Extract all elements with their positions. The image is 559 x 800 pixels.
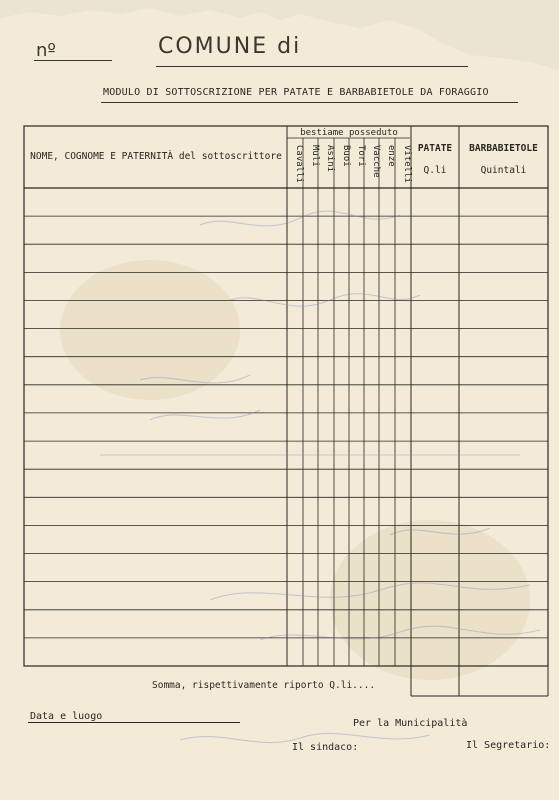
livestock-column-header: Vitelli — [402, 145, 412, 183]
patate-unit: Q.li — [423, 165, 447, 176]
livestock-column-header: Vacche — [371, 145, 381, 178]
livestock-column-header: enze — [386, 145, 396, 167]
form-title: MODULO DI SOTTOSCRIZIONE PER PATATE E BARBABIETOLE DA FORAGGIO — [103, 87, 489, 98]
data-luogo-line — [28, 722, 240, 723]
livestock-column-header: Buoi — [341, 145, 351, 167]
livestock-column-header: Muli — [310, 145, 320, 167]
segretario-label: Il Segretario: — [466, 740, 551, 751]
patate-label: PATATE — [417, 143, 453, 154]
livestock-group-header: bestiame posseduto — [300, 128, 398, 138]
municipalita-label: Per la Municipalità — [353, 718, 468, 729]
comune-label: COMUNE di — [158, 34, 302, 59]
sindaco-label: Il sindaco: — [292, 742, 359, 753]
barbabietole-label: BARBABIETOLE — [469, 143, 538, 154]
livestock-column-header: Cavalli — [294, 145, 304, 183]
livestock-column-header: Tori — [356, 145, 366, 167]
barbabietole-column-header — [459, 138, 548, 182]
livestock-column-header: Asini — [325, 145, 335, 173]
somma-label: Somma, rispettivamente riporto Q.li.... — [152, 680, 376, 691]
data-luogo-label: Data e luogo — [30, 711, 103, 722]
number-label: nº — [36, 40, 56, 61]
faint-handwriting — [100, 211, 540, 742]
name-column-header: NOME, COGNOME E PATERNITÀ del sottoscrittore — [30, 151, 282, 162]
barbabietole-unit: Quintali — [480, 165, 527, 176]
table-frame — [24, 126, 548, 666]
patate-column-header — [411, 138, 459, 182]
